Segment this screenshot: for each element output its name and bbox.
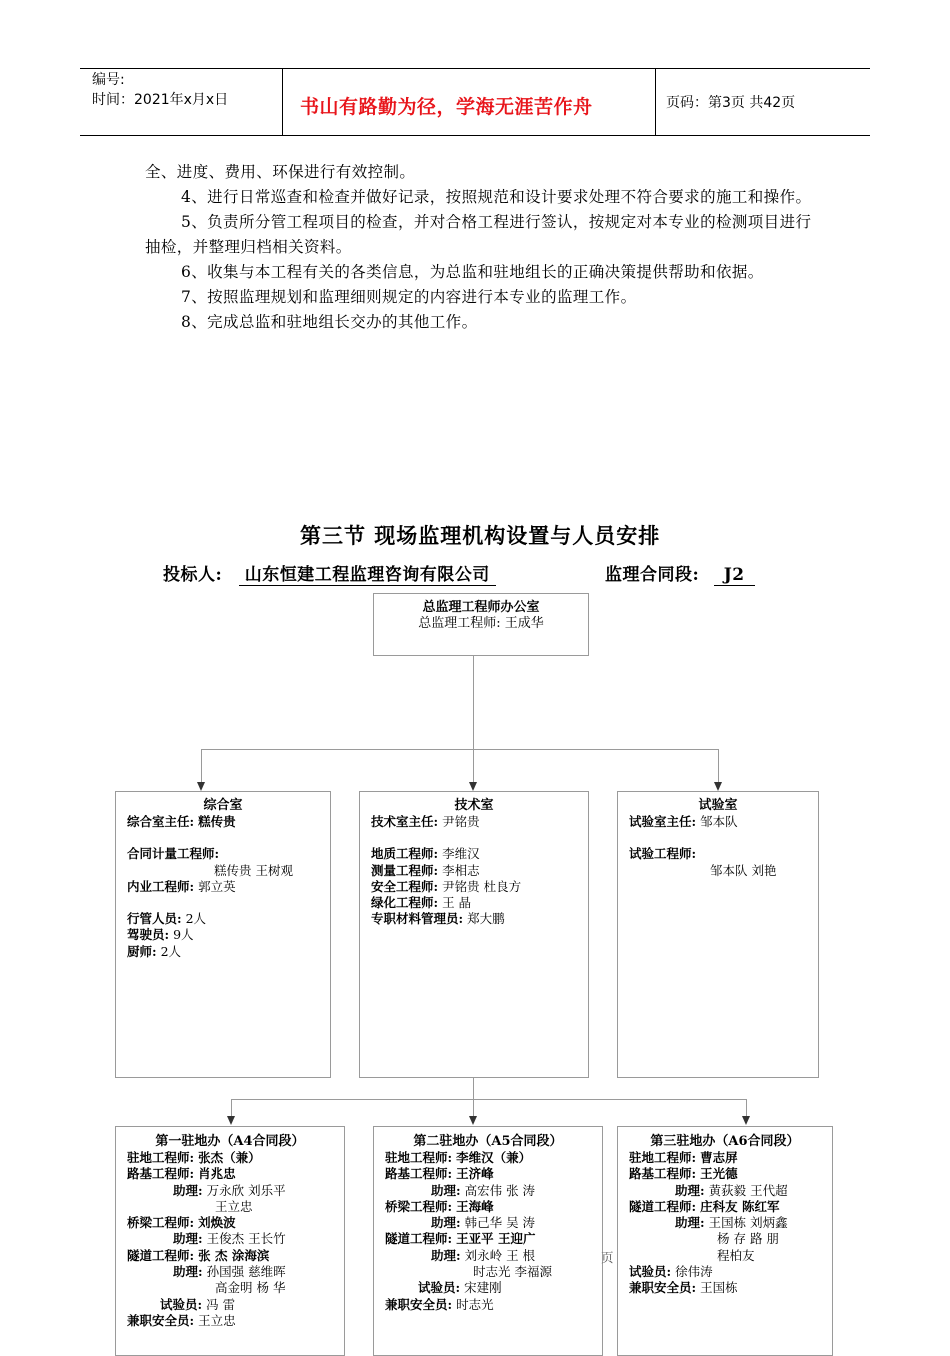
header-top-border — [80, 68, 870, 69]
connector-to-office1 — [231, 1099, 232, 1116]
resident-office-2-box: 第二驻地办（A5合同段） 驻地工程师: 李维汉（兼） 路基工程师: 王济峰 助理: 高宏伟 张 涛 桥梁工程师: 王海峰 助理: 韩己华 吴 涛 隧道工程师: 王亚平 王迎广 助理: 刘永岭 王 根 时志光 李福源 试验员: 宋建刚 兼职安全员: 时志光 — [373, 1126, 603, 1356]
connector-to-office3 — [746, 1099, 747, 1116]
tech-office-title: 技术室 — [454, 798, 494, 813]
contract-row — [605, 560, 755, 585]
header-motto: 书山有路勤为径，学海无涯苦作舟 — [300, 96, 593, 118]
bidder-value: 山东恒建工程监理咨询有限公司 — [239, 565, 496, 586]
serial-number-label: 编号: — [92, 72, 125, 88]
header-bottom-border — [80, 135, 870, 136]
contract-label: 监理合同段: — [605, 565, 700, 585]
stray-page-glyph: 页 — [601, 1250, 614, 1265]
general-office-title: 综合室 — [203, 798, 243, 813]
connector-to-tech — [473, 749, 474, 782]
connector-horizontal-2 — [231, 1099, 747, 1100]
office3-title: 第三驻地办（A6合同段） — [650, 1134, 800, 1149]
date-label: 时间：2021年x月x日 — [92, 92, 229, 108]
general-office-box: 综合室 综合室主任: 糕传贵 合同计量工程师: 糕传贵 王树观 内业工程师: 郭立英 行管人员: 2人 驾驶员: 9人 厨师: 2人 — [115, 791, 331, 1078]
bidder-row — [163, 560, 496, 585]
bidder-label: 投标人: — [163, 565, 223, 585]
connector-vertical-main — [473, 656, 474, 750]
lab-office-title: 试验室 — [698, 798, 738, 813]
arrow-down-icon — [469, 782, 477, 791]
resident-office-3-box: 第三驻地办（A6合同段） 驻地工程师: 曹志屏 路基工程师: 王光德 助理: 黄荻毅 王代超 隧道工程师: 庄科友 陈红军 助理: 王国栋 刘炳鑫 杨 存 路 朋 程柏友 试验员: 徐伟涛 兼职安全员: 王国栋 — [617, 1126, 833, 1356]
page-number-label: 页码：第3页 共42页 — [666, 95, 796, 111]
section-title: 第三节 现场监理机构设置与人员安排 — [300, 523, 661, 548]
duty-item-4: 4、进行日常巡查和检查并做好记录，按照规范和设计要求处理不符合要求的施工和操作。 — [181, 188, 812, 206]
lab-office-box: 试验室 试验室主任: 邹本队 试验工程师: 邹本队 刘艳 — [617, 791, 819, 1078]
chief-office-title: 总监理工程师办公室 — [422, 600, 540, 615]
connector-horizontal-1 — [201, 749, 719, 750]
duties-text — [145, 160, 815, 335]
connector-to-general — [201, 749, 202, 782]
duty-line: 全、进度、费用、环保进行有效控制。 — [145, 163, 416, 181]
arrow-down-icon — [714, 782, 722, 791]
arrow-down-icon — [742, 1116, 750, 1125]
contract-value: J2 — [714, 565, 755, 586]
duty-item-8: 8、完成总监和驻地组长交办的其他工作。 — [181, 313, 478, 331]
header-divider-left — [282, 68, 283, 136]
arrow-down-icon — [469, 1116, 477, 1125]
office1-title: 第一驻地办（A4合同段） — [155, 1134, 305, 1149]
connector-to-lab — [718, 749, 719, 782]
connector-vertical-2 — [473, 1078, 474, 1100]
chief-engineer-office-box — [373, 593, 589, 656]
header-divider-right — [655, 68, 656, 136]
duty-item-5: 5、负责所分管工程项目的检查，并对合格工程进行签认，按规定对本专业的检测项目进行抽检，并整理归档相关资料。 — [145, 213, 812, 256]
duty-item-6: 6、收集与本工程有关的各类信息，为总监和驻地组长的正确决策提供帮助和依据。 — [181, 263, 764, 281]
arrow-down-icon — [197, 782, 205, 791]
chief-engineer-name: 总监理工程师: 王成华 — [418, 616, 544, 631]
resident-office-1-box: 第一驻地办（A4合同段） 驻地工程师: 张杰（兼） 路基工程师: 肖兆忠 助理: 万永欣 刘乐平 王立忠 桥梁工程师: 刘焕波 助理: 王俊杰 王长竹 隧道工程师: 张 杰 涂海滨 助理: 孙国强 慈维晖 高金明 杨 华 试验员: 冯 雷 兼职安全员: 王立忠 — [115, 1126, 345, 1356]
arrow-down-icon — [227, 1116, 235, 1125]
tech-office-box: 技术室 技术室主任: 尹铭贵 地质工程师: 李维汉 测量工程师: 李相志 安全工程师: 尹铭贵 杜良方 绿化工程师: 王 晶 专职材料管理员: 郑大鹏 — [359, 791, 589, 1078]
duty-item-7: 7、按照监理规划和监理细则规定的内容进行本专业的监理工作。 — [181, 288, 637, 306]
connector-to-office2 — [473, 1099, 474, 1116]
office2-title: 第二驻地办（A5合同段） — [413, 1134, 563, 1149]
